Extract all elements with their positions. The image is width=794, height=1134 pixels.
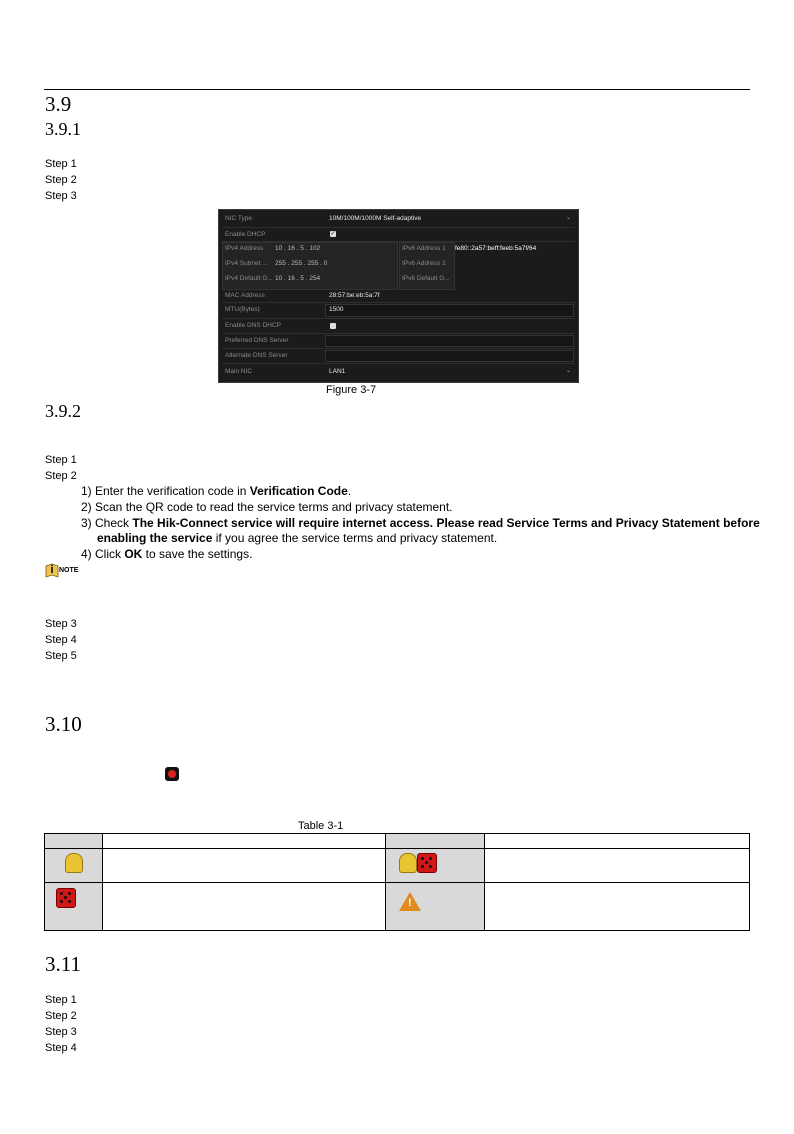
ipv4-gateway-input[interactable]: 10 . 16 . 5 . 254 [275, 275, 321, 282]
warning-icon: ! [399, 892, 421, 911]
enable-dhcp-label: Enable DHCP [225, 231, 266, 238]
section-heading-3-10: 3.10 [45, 712, 82, 736]
mtu-input-box[interactable] [325, 304, 574, 317]
ipv6-address2-label: IPv6 Address 2 [402, 260, 446, 267]
ipv6-address1-label: IPv6 Address 1 [402, 245, 446, 252]
step-label: Step 3 [45, 190, 77, 202]
mac-row [222, 288, 575, 303]
mtu-label: MTU(Bytes) [225, 306, 260, 313]
nic-type-row [222, 212, 575, 228]
mtu-input[interactable]: 1500 [329, 306, 344, 313]
network-settings-panel [218, 209, 579, 383]
note-icon [45, 563, 79, 578]
step-label: Step 2 [45, 470, 77, 482]
alternate-dns-label: Alternate DNS Server [225, 352, 288, 359]
ipv4-subnet-input[interactable]: 255 . 255 . 255 . 0 [275, 260, 328, 267]
ipv6-gateway-label: IPv6 Default G... [402, 275, 450, 282]
section-heading-3-9-2: 3.9.2 [45, 401, 81, 421]
ipv4-address-label: IPv4 Address [225, 245, 264, 252]
mac-value: 28:57:be:eb:5a:7f [329, 292, 380, 299]
table-row [45, 849, 750, 883]
chevron-down-icon[interactable]: ⌄ [565, 368, 571, 374]
substep-4: 4) Click OK to save the settings. [81, 547, 253, 561]
step-label: Step 1 [45, 994, 77, 1006]
nic-type-label: NIC Type [225, 215, 252, 222]
table-row [45, 883, 750, 931]
step-label: Step 3 [45, 618, 77, 630]
header-rule [44, 89, 750, 90]
substep-list [81, 484, 761, 562]
enable-dhcp-row [222, 228, 575, 242]
ipv4-address-input[interactable]: 10 . 16 . 5 . 102 [275, 245, 321, 252]
table-header-row [45, 834, 750, 849]
substep-2: 2) Scan the QR code to read the service terms and privacy statement. [81, 500, 453, 514]
main-nic-row [222, 365, 575, 379]
substep-3-cont: enabling the service if you agree the service terms and privacy statement. [97, 531, 498, 545]
step-label: Step 4 [45, 634, 77, 646]
preferred-dns-label: Preferred DNS Server [225, 337, 289, 344]
preferred-dns-row [222, 334, 575, 349]
substep-1: 1) Enter the verification code in Verification Code. [81, 484, 352, 498]
enable-dns-dhcp-checkbox[interactable] [330, 323, 336, 329]
status-icon-table [44, 833, 750, 931]
motion-detection-icon [56, 888, 76, 908]
enable-dns-dhcp-row [222, 319, 575, 334]
step-label: Step 2 [45, 174, 77, 186]
section-heading-3-9: 3.9 [45, 92, 72, 116]
step-label: Step 5 [45, 650, 77, 662]
mac-label: MAC Address [225, 292, 265, 299]
step-label: Step 4 [45, 1042, 77, 1054]
substep-3: 3) Check The Hik-Connect service will require internet access. Please read Service Terms and Privacy Statement before [81, 516, 760, 530]
table-caption: Table 3-1 [298, 820, 344, 832]
nic-type-select[interactable]: 10M/100M/1000M Self-adaptive [329, 215, 422, 222]
chevron-down-icon[interactable]: ⌄ [565, 215, 571, 221]
ipv4-subnet-label: IPv4 Subnet ... [225, 260, 268, 267]
main-nic-select[interactable]: LAN1 [329, 368, 346, 375]
step-label: Step 1 [45, 158, 77, 170]
bell-alarm-icon [65, 853, 83, 873]
mtu-row [222, 303, 575, 319]
record-icon [165, 767, 179, 781]
motion-detection-icon [417, 853, 437, 873]
ipv6-address1-value: fe80::2a57:beff:feeb:5a7f/64 [455, 245, 537, 252]
step-label: Step 2 [45, 1010, 77, 1022]
ipv4-gateway-label: IPv4 Default G... [225, 275, 273, 282]
section-heading-3-11: 3.11 [45, 952, 81, 976]
main-nic-label: Main NIC [225, 368, 253, 375]
note-label: NOTE [59, 567, 79, 574]
alternate-dns-row [222, 349, 575, 364]
enable-dns-dhcp-label: Enable DNS DHCP [225, 322, 281, 329]
figure-caption: Figure 3-7 [326, 384, 377, 396]
preferred-dns-input[interactable] [325, 335, 574, 347]
section-heading-3-9-1: 3.9.1 [45, 119, 81, 139]
step-label: Step 1 [45, 454, 77, 466]
bell-alarm-icon [399, 853, 417, 873]
alternate-dns-input[interactable] [325, 350, 574, 362]
enable-dhcp-checkbox[interactable]: ✓ [330, 231, 336, 237]
step-label: Step 3 [45, 1026, 77, 1038]
